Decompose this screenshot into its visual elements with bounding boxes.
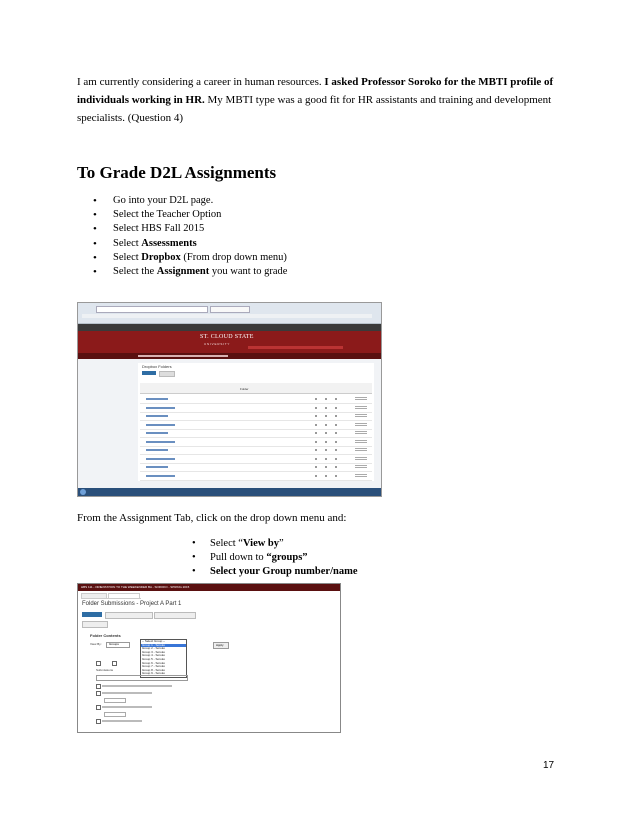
course-bar [78,353,381,359]
list-item [186,551,358,565]
tab-folder-submissions[interactable] [108,593,140,599]
checkbox-first-name[interactable] [96,661,101,666]
folder-link[interactable] [146,415,168,417]
row-date [355,448,367,452]
folder-link[interactable] [146,424,175,426]
new-folder-button[interactable] [142,371,156,375]
step-text: Select the Teacher Option [113,209,222,221]
row-date [355,423,367,427]
step-bold: Select your Group number/name [210,566,358,578]
step-text: Select “ [210,538,243,549]
row-cells [315,449,345,451]
row-date [355,474,367,478]
list-item [77,194,287,208]
intro-text-1: I am currently considering a career in human resources. [77,76,325,88]
step-bold: Assignment [156,266,210,278]
step-text: Select the [113,266,157,278]
folder-submissions-screenshot [77,583,341,733]
table-header [140,383,372,394]
start-button-icon[interactable] [80,489,86,495]
step-text: Select [113,251,142,263]
dropdown-option[interactable]: Group 4 - Soroko [142,653,166,658]
checkbox-option[interactable] [96,719,101,724]
step-bold: View by [242,538,280,549]
checkbox-option[interactable] [96,691,101,696]
tab-strip [81,593,141,599]
toolbar-row [82,314,372,318]
list-item [186,565,358,579]
row-cells [315,466,345,468]
folder-link[interactable] [146,475,175,477]
more-actions-button[interactable] [159,371,175,377]
address-bar [96,306,208,313]
option-line [102,692,152,694]
page-number: 17 [543,760,555,771]
edit-folder-button[interactable] [82,612,102,617]
row-cells [315,424,345,426]
dropdown-option[interactable]: Group 3 - Soroko [142,649,166,654]
row-date [355,440,367,444]
university-sub: U N I V E R S I T Y [204,342,230,346]
row-date [355,457,367,461]
folder-link[interactable] [146,432,168,434]
email-users-button[interactable] [105,612,153,619]
section-heading: To Grade D2L Assignments [77,163,277,182]
row-date [355,431,367,435]
checkbox-last-name[interactable] [112,661,117,666]
step-bold: Dropbox [141,251,181,263]
row-cells [315,398,345,400]
date-input[interactable] [104,698,126,703]
d2l-top-strip [78,324,381,331]
list-item [186,537,358,551]
submissions-select[interactable] [96,675,188,681]
dropdown-option[interactable]: Group 8 - Soroko [142,667,166,672]
university-name: ST. CLOUD STATE [200,334,254,340]
add-feedback-button[interactable] [154,612,196,619]
dropdown-option[interactable]: Group 9 - Soroko [142,671,166,676]
step-text: ” [279,538,284,549]
group-dropdown-list[interactable] [140,639,187,678]
apply-label: Apply [216,643,224,647]
row-cells [315,475,345,477]
step-bold: “groups” [266,552,308,564]
row-cells [315,458,345,460]
intro-paragraph [77,73,567,127]
row-date [355,397,367,401]
checkbox-options [96,684,206,728]
step-text: you want to grade [209,266,288,278]
row-cells [315,441,345,443]
course-title: HBS 111 - ORIENTATION TO THE WEEKENDER BA - SOROKO - SPRING 2015 [81,585,190,589]
column-header-folder: Folder [240,387,249,391]
row-cells [315,432,345,434]
dropdown-option[interactable]: Group 1 - Soroko [141,644,186,648]
row-date [355,414,367,418]
table-row[interactable] [140,472,372,481]
row-cells [315,407,345,409]
option-line [102,706,152,708]
step-bold: Assessments [141,237,197,249]
row-date [355,465,367,469]
nav-menu [248,346,343,349]
steps-list [77,194,287,279]
folder-link[interactable] [146,449,168,451]
university-banner [78,331,381,353]
step-text: Go into your D2L page. [113,195,214,206]
step-text: Pull down to [210,552,267,564]
browser-tab [210,306,250,313]
windows-taskbar [78,488,381,496]
list-item [77,265,287,279]
intro-bold-text: I asked Professor Soroko for the MBTI profile of individuals working in HR. [77,76,554,106]
checkbox-option[interactable] [96,705,101,710]
list-item [77,251,287,265]
dropdown-option[interactable]: Group 2 - Soroko [142,646,166,651]
page-title: Dropbox Folders [142,364,172,369]
view-toggle[interactable] [82,621,108,628]
dropdown-option[interactable]: -- Select Group -- [142,639,166,643]
date-input[interactable] [104,712,126,717]
intro-text-2: My MBTI type was a good fit for HR assistants and training and development specialists. (Question 4) [77,94,552,124]
dropdown-option[interactable]: Group 5 - Soroko [142,656,166,661]
view-by-value: Groups [109,642,119,646]
step-text: Select [113,237,142,249]
sub-steps-list [186,537,358,580]
row-date [355,406,367,410]
tab-folder-list[interactable] [81,593,107,599]
step-text: Select HBS Fall 2015 [113,223,205,235]
view-by-label: View By: [90,642,102,646]
list-item [77,208,287,222]
content-panel [138,363,374,481]
folder-link[interactable] [146,458,175,460]
course-title-line [138,355,228,357]
checkbox-option[interactable] [96,684,101,689]
apply-button[interactable] [213,642,229,649]
action-buttons [82,612,222,618]
option-line [102,685,172,687]
section-title: Folder Contents [90,633,121,638]
assignment-tab-caption: From the Assignment Tab, click on the drop down menu and: [77,512,347,524]
submissions-label: Submissions [96,668,114,672]
dropdown-option[interactable]: Group 6 - Soroko [142,660,166,665]
browser-toolbar [78,303,381,324]
step-text: (From drop down menu) [180,251,287,263]
folder-link[interactable] [146,407,175,409]
option-line [102,720,142,722]
page-title: Folder Submissions - Project A Part 1 [82,601,182,607]
folder-link[interactable] [146,398,168,400]
dropdown-option[interactable]: Group 7 - Soroko [142,664,166,669]
list-item [77,222,287,236]
folder-link[interactable] [146,441,175,443]
d2l-dropbox-screenshot [77,302,382,497]
folder-link[interactable] [146,466,168,468]
view-by-select[interactable] [106,642,130,648]
course-bar [78,584,340,591]
row-cells [315,415,345,417]
list-item [77,237,287,251]
